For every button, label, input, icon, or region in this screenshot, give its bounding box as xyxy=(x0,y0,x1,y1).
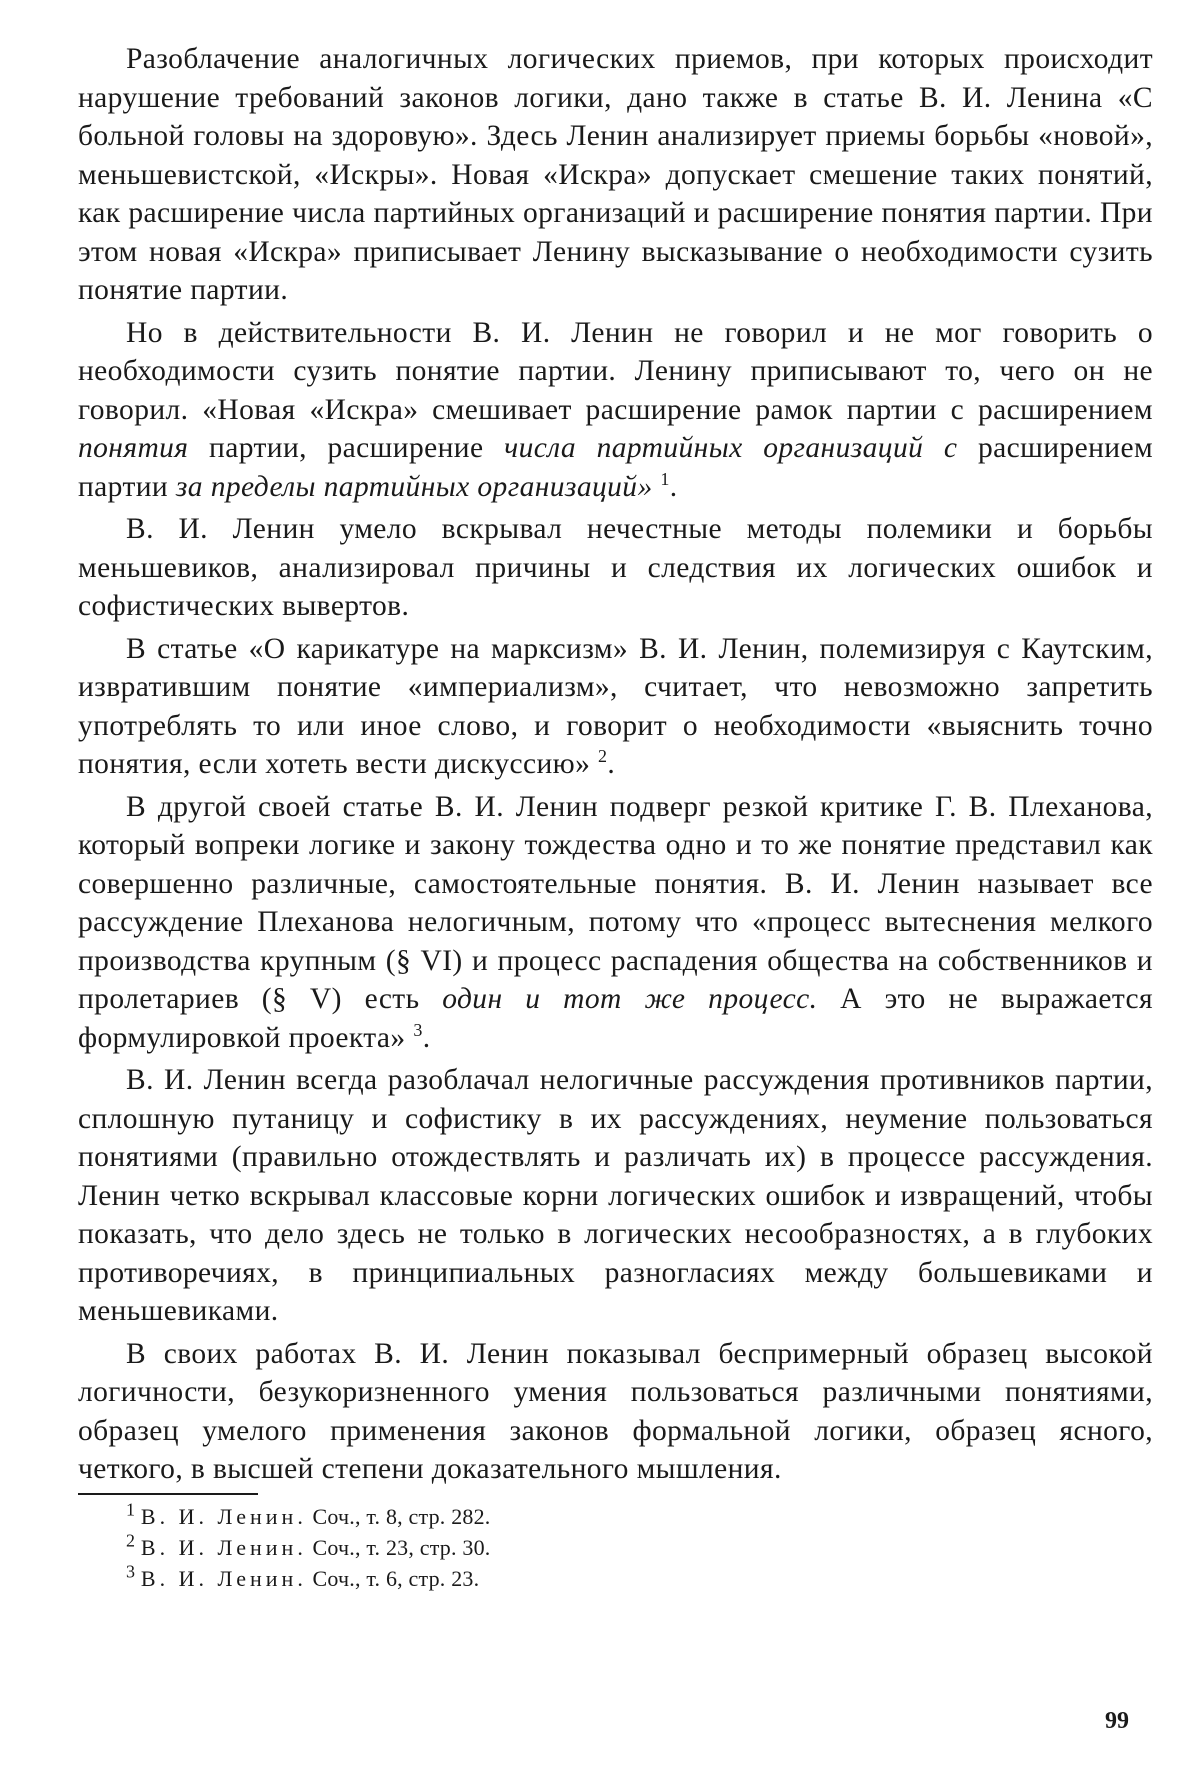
footnote-number: 3 xyxy=(126,1561,136,1582)
page xyxy=(78,40,1153,1594)
text-run: В другой своей статье В. И. Ленин подверг резкой критике Г. В. Плеханова, который вопреки логике и закону тождества одно и то же понятие представил как совершенно различные, самостоятельные понятия. В. И. Ленин называет все рассуждение Плеханова нелогичным, потому что «процесс вытеснения мелкого производства крупным (§ VI) и процесс распадения общества на собственников и пролетариев (§ V) есть xyxy=(78,790,1153,1015)
footnote-marker: 3 xyxy=(413,1019,423,1040)
paragraph xyxy=(78,630,1153,784)
text-run: Разоблачение аналогичных логических приемов, при которых происходит нарушение требований законов логики, дано также в статье В. И. Ленина «С больной головы на здоровую». Здесь Ленин анализирует приемы борьбы «новой», меньшевистской, «Искры». Новая «Искра» допускает смешение таких понятий, как расширение числа партийных организаций и расширение понятия партии. При этом новая «Искра» приписывает Ленину высказывание о необходимости сузить понятие партии. xyxy=(78,43,1153,306)
text-run: В. И. Ленин умело вскрывал нечестные методы полемики и борьбы меньшевиков, анализировал причины и следствия их логических ошибок и софистических вывертов. xyxy=(78,513,1153,622)
italic-text: числа партийных организаций с xyxy=(504,432,958,464)
paragraph xyxy=(78,510,1153,626)
body-text xyxy=(78,40,1153,1489)
footnote-author: В. И. Ленин. xyxy=(140,1503,307,1529)
italic-text: один и тот же процесс. xyxy=(442,983,818,1015)
text-run: . xyxy=(422,1021,431,1054)
text-run: В статье «О карикатуре на марксизм» В. И. Ленин, полемизируя с Каутским, извратившим понятие «империализм», считает, что невозможно запретить употреблять то или иное слово, и говорит о необходимости «выяснить точно понятия, если хотеть вести дискуссию» xyxy=(78,632,1153,780)
text-run: . xyxy=(669,470,678,503)
paragraph xyxy=(78,314,1153,507)
footnote-reference: Соч., т. 23, стр. 30. xyxy=(312,1534,491,1560)
footnote-author: В. И. Ленин. xyxy=(140,1534,307,1560)
footnote-marker: 1 xyxy=(660,468,670,489)
paragraph xyxy=(78,1335,1153,1489)
paragraph xyxy=(78,40,1153,310)
footnote xyxy=(126,1563,1153,1594)
footnote-author: В. И. Ленин. xyxy=(140,1565,307,1591)
text-run: В своих работах В. И. Ленин показывал беспримерный образец высокой логичности, безукоризненного умения пользоваться различными понятиями, образец умелого применения законов формальной логики, образец ясного, четкого, в высшей степени доказательного мышления. xyxy=(78,1337,1153,1485)
text-run: А это не выражается формулировкой проекта» xyxy=(78,983,1153,1054)
paragraph xyxy=(78,788,1153,1058)
footnote-reference: Соч., т. 8, стр. 282. xyxy=(312,1503,491,1529)
footnote xyxy=(126,1532,1153,1563)
paragraph xyxy=(78,1061,1153,1331)
footnotes xyxy=(126,1501,1153,1594)
footnote-reference: Соч., т. 6, стр. 23. xyxy=(312,1565,480,1591)
footnote-number: 1 xyxy=(126,1499,136,1520)
text-run: расширением партии xyxy=(78,432,1154,503)
footnote-marker: 2 xyxy=(598,746,608,767)
footnote-divider xyxy=(78,1493,258,1495)
text-run: . xyxy=(607,748,616,780)
italic-text: понятия xyxy=(78,432,189,464)
text-run: Но в действительности В. И. Ленин не говорил и не мог говорить о необходимости сузить понятие партии. Ленину приписывают то, чего он не говорил. «Новая «Искра» смешивает расширение рамок партии с расширением xyxy=(78,316,1153,426)
italic-text: за пределы партийных организаций» xyxy=(175,470,653,503)
text-run: В. И. Ленин всегда разоблачал нелогичные рассуждения противников партии, сплошную путаницу и софистику в их рассуждениях, неумение пользоваться понятиями (правильно отождествлять и различать их) в процессе рассуждения. Ленин четко вскрывал классовые корни логических ошибок и извращений, чтобы показать, что дело здесь не только в логических несообразностях, а в глубоких противоречиях, в принципиальных разногласиях между большевиками и меньшевиками. xyxy=(78,1064,1153,1327)
page-number: 99 xyxy=(1105,1708,1129,1734)
text-run: партии, расширение xyxy=(188,432,505,464)
footnote xyxy=(126,1501,1153,1532)
footnote-number: 2 xyxy=(126,1530,136,1551)
